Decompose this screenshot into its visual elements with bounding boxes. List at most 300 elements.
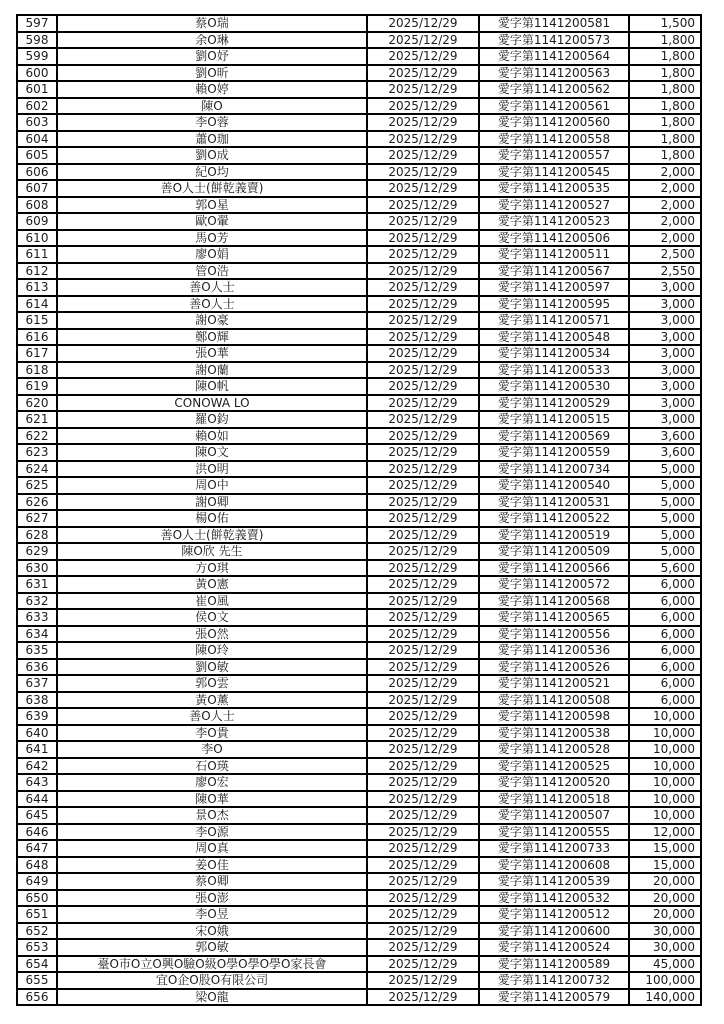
donation-date-cell: 2025/12/29	[367, 32, 479, 49]
donation-date-cell: 2025/12/29	[367, 807, 479, 824]
row-number-cell: 655	[17, 972, 57, 989]
amount-cell: 20,000	[629, 873, 701, 890]
donor-name-cell: 賴O婷	[57, 81, 367, 98]
amount-cell: 2,000	[629, 180, 701, 197]
amount-cell: 1,800	[629, 131, 701, 148]
table-row	[17, 774, 701, 791]
table-row	[17, 560, 701, 577]
row-number-cell: 652	[17, 923, 57, 940]
table-row	[17, 428, 701, 445]
row-number-cell: 620	[17, 395, 57, 412]
receipt-number-cell: 愛字第1141200515	[479, 411, 629, 428]
row-number-cell: 606	[17, 164, 57, 181]
donor-name-cell: 劉O敏	[57, 659, 367, 676]
table-row	[17, 659, 701, 676]
donation-date-cell: 2025/12/29	[367, 510, 479, 527]
amount-cell: 5,600	[629, 560, 701, 577]
receipt-number-cell: 愛字第1141200540	[479, 477, 629, 494]
donation-date-cell: 2025/12/29	[367, 626, 479, 643]
table-row	[17, 131, 701, 148]
receipt-number-cell: 愛字第1141200569	[479, 428, 629, 445]
amount-cell: 3,000	[629, 378, 701, 395]
donor-name-cell: CONOWA LO	[57, 395, 367, 412]
amount-cell: 2,000	[629, 230, 701, 247]
donor-name-cell: 蔡O瑞	[57, 15, 367, 32]
row-number-cell: 650	[17, 890, 57, 907]
receipt-number-cell: 愛字第1141200535	[479, 180, 629, 197]
donation-date-cell: 2025/12/29	[367, 329, 479, 346]
amount-cell: 1,800	[629, 32, 701, 49]
row-number-cell: 612	[17, 263, 57, 280]
table-row	[17, 477, 701, 494]
amount-cell: 2,000	[629, 213, 701, 230]
donor-name-cell: 崔O風	[57, 593, 367, 610]
donor-name-cell: 廖O宏	[57, 774, 367, 791]
row-number-cell: 627	[17, 510, 57, 527]
amount-cell: 3,000	[629, 312, 701, 329]
donation-date-cell: 2025/12/29	[367, 708, 479, 725]
donation-date-cell: 2025/12/29	[367, 989, 479, 1006]
donor-name-cell: 楊O佑	[57, 510, 367, 527]
table-row	[17, 510, 701, 527]
donation-date-cell: 2025/12/29	[367, 675, 479, 692]
donor-name-cell: 賴O如	[57, 428, 367, 445]
receipt-number-cell: 愛字第1141200557	[479, 147, 629, 164]
table-row	[17, 972, 701, 989]
row-number-cell: 602	[17, 98, 57, 115]
row-number-cell: 609	[17, 213, 57, 230]
table-row	[17, 725, 701, 742]
receipt-number-cell: 愛字第1141200536	[479, 642, 629, 659]
donation-date-cell: 2025/12/29	[367, 411, 479, 428]
row-number-cell: 656	[17, 989, 57, 1006]
receipt-number-cell: 愛字第1141200512	[479, 906, 629, 923]
donation-date-cell: 2025/12/29	[367, 312, 479, 329]
table-row	[17, 312, 701, 329]
amount-cell: 3,000	[629, 411, 701, 428]
table-row	[17, 576, 701, 593]
donation-table	[16, 14, 702, 1006]
donor-name-cell: 劉O妤	[57, 48, 367, 65]
amount-cell: 2,000	[629, 197, 701, 214]
receipt-number-cell: 愛字第1141200581	[479, 15, 629, 32]
table-row	[17, 626, 701, 643]
receipt-number-cell: 愛字第1141200559	[479, 444, 629, 461]
table-row	[17, 378, 701, 395]
row-number-cell: 607	[17, 180, 57, 197]
table-row	[17, 609, 701, 626]
donor-name-cell: 方O琪	[57, 560, 367, 577]
donor-name-cell: 陳O	[57, 98, 367, 115]
row-number-cell: 641	[17, 741, 57, 758]
donation-date-cell: 2025/12/29	[367, 279, 479, 296]
amount-cell: 30,000	[629, 923, 701, 940]
table-row	[17, 197, 701, 214]
amount-cell: 6,000	[629, 626, 701, 643]
table-row	[17, 527, 701, 544]
receipt-number-cell: 愛字第1141200589	[479, 956, 629, 973]
amount-cell: 15,000	[629, 857, 701, 874]
row-number-cell: 598	[17, 32, 57, 49]
donation-date-cell: 2025/12/29	[367, 65, 479, 82]
row-number-cell: 599	[17, 48, 57, 65]
amount-cell: 3,600	[629, 444, 701, 461]
row-number-cell: 617	[17, 345, 57, 362]
receipt-number-cell: 愛字第1141200530	[479, 378, 629, 395]
table-row	[17, 807, 701, 824]
amount-cell: 2,500	[629, 246, 701, 263]
table-row	[17, 411, 701, 428]
receipt-number-cell: 愛字第1141200548	[479, 329, 629, 346]
table-row	[17, 48, 701, 65]
row-number-cell: 604	[17, 131, 57, 148]
donor-name-cell: 善O人士	[57, 708, 367, 725]
row-number-cell: 651	[17, 906, 57, 923]
row-number-cell: 639	[17, 708, 57, 725]
amount-cell: 2,550	[629, 263, 701, 280]
row-number-cell: 642	[17, 758, 57, 775]
donor-name-cell: 李O源	[57, 824, 367, 841]
row-number-cell: 621	[17, 411, 57, 428]
donation-date-cell: 2025/12/29	[367, 461, 479, 478]
row-number-cell: 640	[17, 725, 57, 742]
receipt-number-cell: 愛字第1141200571	[479, 312, 629, 329]
table-row	[17, 857, 701, 874]
amount-cell: 6,000	[629, 659, 701, 676]
receipt-number-cell: 愛字第1141200560	[479, 114, 629, 131]
row-number-cell: 614	[17, 296, 57, 313]
row-number-cell: 619	[17, 378, 57, 395]
table-row	[17, 741, 701, 758]
receipt-number-cell: 愛字第1141200564	[479, 48, 629, 65]
donor-name-cell: 陳O華	[57, 791, 367, 808]
receipt-number-cell: 愛字第1141200523	[479, 213, 629, 230]
table-row	[17, 230, 701, 247]
row-number-cell: 646	[17, 824, 57, 841]
amount-cell: 3,000	[629, 296, 701, 313]
row-number-cell: 631	[17, 576, 57, 593]
amount-cell: 3,000	[629, 395, 701, 412]
donation-date-cell: 2025/12/29	[367, 840, 479, 857]
donation-date-cell: 2025/12/29	[367, 98, 479, 115]
donation-date-cell: 2025/12/29	[367, 114, 479, 131]
row-number-cell: 610	[17, 230, 57, 247]
donor-name-cell: 梁O龍	[57, 989, 367, 1006]
row-number-cell: 653	[17, 939, 57, 956]
receipt-number-cell: 愛字第1141200508	[479, 692, 629, 709]
table-row	[17, 939, 701, 956]
donor-name-cell: 景O杰	[57, 807, 367, 824]
row-number-cell: 601	[17, 81, 57, 98]
receipt-number-cell: 愛字第1141200608	[479, 857, 629, 874]
amount-cell: 5,000	[629, 477, 701, 494]
receipt-number-cell: 愛字第1141200566	[479, 560, 629, 577]
donation-date-cell: 2025/12/29	[367, 263, 479, 280]
receipt-number-cell: 愛字第1141200595	[479, 296, 629, 313]
amount-cell: 30,000	[629, 939, 701, 956]
table-row	[17, 114, 701, 131]
donor-name-cell: 李O	[57, 741, 367, 758]
row-number-cell: 637	[17, 675, 57, 692]
donor-name-cell: 石O瑛	[57, 758, 367, 775]
table-row	[17, 923, 701, 940]
row-number-cell: 643	[17, 774, 57, 791]
donation-date-cell: 2025/12/29	[367, 725, 479, 742]
table-row	[17, 692, 701, 709]
donation-date-cell: 2025/12/29	[367, 428, 479, 445]
donation-date-cell: 2025/12/29	[367, 774, 479, 791]
amount-cell: 5,000	[629, 527, 701, 544]
donor-name-cell: 謝O豪	[57, 312, 367, 329]
donation-date-cell: 2025/12/29	[367, 230, 479, 247]
amount-cell: 3,000	[629, 362, 701, 379]
donor-name-cell: 宜O企O股O有限公司	[57, 972, 367, 989]
row-number-cell: 635	[17, 642, 57, 659]
donor-name-cell: 黃O薰	[57, 692, 367, 709]
receipt-number-cell: 愛字第1141200539	[479, 873, 629, 890]
donor-name-cell: 馬O芳	[57, 230, 367, 247]
table-row	[17, 296, 701, 313]
row-number-cell: 630	[17, 560, 57, 577]
donation-date-cell: 2025/12/29	[367, 345, 479, 362]
donation-date-cell: 2025/12/29	[367, 527, 479, 544]
donor-name-cell: 劉O成	[57, 147, 367, 164]
donor-name-cell: 周O真	[57, 840, 367, 857]
donation-date-cell: 2025/12/29	[367, 890, 479, 907]
donor-name-cell: 姜O佳	[57, 857, 367, 874]
donor-name-cell: 蕭O珈	[57, 131, 367, 148]
table-row	[17, 906, 701, 923]
amount-cell: 1,500	[629, 15, 701, 32]
amount-cell: 3,600	[629, 428, 701, 445]
receipt-number-cell: 愛字第1141200520	[479, 774, 629, 791]
receipt-number-cell: 愛字第1141200565	[479, 609, 629, 626]
row-number-cell: 645	[17, 807, 57, 824]
row-number-cell: 633	[17, 609, 57, 626]
donor-name-cell: 善O人士	[57, 279, 367, 296]
row-number-cell: 654	[17, 956, 57, 973]
donation-date-cell: 2025/12/29	[367, 543, 479, 560]
row-number-cell: 626	[17, 494, 57, 511]
row-number-cell: 600	[17, 65, 57, 82]
donation-date-cell: 2025/12/29	[367, 395, 479, 412]
donor-name-cell: 謝O蘭	[57, 362, 367, 379]
donation-date-cell: 2025/12/29	[367, 81, 479, 98]
table-row	[17, 213, 701, 230]
amount-cell: 5,000	[629, 461, 701, 478]
donation-date-cell: 2025/12/29	[367, 197, 479, 214]
donation-date-cell: 2025/12/29	[367, 906, 479, 923]
donation-date-cell: 2025/12/29	[367, 824, 479, 841]
table-row	[17, 840, 701, 857]
donor-name-cell: 陳O欣 先生	[57, 543, 367, 560]
donation-date-cell: 2025/12/29	[367, 857, 479, 874]
row-number-cell: 597	[17, 15, 57, 32]
donation-date-cell: 2025/12/29	[367, 362, 479, 379]
row-number-cell: 623	[17, 444, 57, 461]
amount-cell: 2,000	[629, 164, 701, 181]
row-number-cell: 647	[17, 840, 57, 857]
donation-date-cell: 2025/12/29	[367, 972, 479, 989]
amount-cell: 6,000	[629, 593, 701, 610]
row-number-cell: 608	[17, 197, 57, 214]
receipt-number-cell: 愛字第1141200572	[479, 576, 629, 593]
amount-cell: 1,800	[629, 147, 701, 164]
table-row	[17, 15, 701, 32]
amount-cell: 6,000	[629, 692, 701, 709]
receipt-number-cell: 愛字第1141200555	[479, 824, 629, 841]
table-row	[17, 81, 701, 98]
table-row	[17, 543, 701, 560]
row-number-cell: 636	[17, 659, 57, 676]
table-row	[17, 164, 701, 181]
donor-name-cell: 陳O文	[57, 444, 367, 461]
donor-name-cell: 善O人士	[57, 296, 367, 313]
table-row	[17, 329, 701, 346]
receipt-number-cell: 愛字第1141200598	[479, 708, 629, 725]
receipt-number-cell: 愛字第1141200567	[479, 263, 629, 280]
row-number-cell: 644	[17, 791, 57, 808]
table-row	[17, 873, 701, 890]
donation-date-cell: 2025/12/29	[367, 477, 479, 494]
donation-date-cell: 2025/12/29	[367, 659, 479, 676]
receipt-number-cell: 愛字第1141200524	[479, 939, 629, 956]
receipt-number-cell: 愛字第1141200532	[479, 890, 629, 907]
table-row	[17, 246, 701, 263]
receipt-number-cell: 愛字第1141200538	[479, 725, 629, 742]
row-number-cell: 611	[17, 246, 57, 263]
table-row	[17, 279, 701, 296]
donor-name-cell: 管O浩	[57, 263, 367, 280]
receipt-number-cell: 愛字第1141200506	[479, 230, 629, 247]
donor-name-cell: 劉O昕	[57, 65, 367, 82]
donation-date-cell: 2025/12/29	[367, 246, 479, 263]
receipt-number-cell: 愛字第1141200534	[479, 345, 629, 362]
table-row	[17, 890, 701, 907]
row-number-cell: 618	[17, 362, 57, 379]
amount-cell: 6,000	[629, 576, 701, 593]
receipt-number-cell: 愛字第1141200519	[479, 527, 629, 544]
receipt-number-cell: 愛字第1141200733	[479, 840, 629, 857]
donation-date-cell: 2025/12/29	[367, 923, 479, 940]
amount-cell: 10,000	[629, 725, 701, 742]
donation-date-cell: 2025/12/29	[367, 213, 479, 230]
donation-date-cell: 2025/12/29	[367, 444, 479, 461]
table-row	[17, 824, 701, 841]
donation-date-cell: 2025/12/29	[367, 164, 479, 181]
receipt-number-cell: 愛字第1141200734	[479, 461, 629, 478]
donation-date-cell: 2025/12/29	[367, 131, 479, 148]
amount-cell: 1,800	[629, 65, 701, 82]
table-row	[17, 642, 701, 659]
donor-name-cell: 鄭O輝	[57, 329, 367, 346]
receipt-number-cell: 愛字第1141200531	[479, 494, 629, 511]
receipt-number-cell: 愛字第1141200527	[479, 197, 629, 214]
receipt-number-cell: 愛字第1141200522	[479, 510, 629, 527]
amount-cell: 5,000	[629, 543, 701, 560]
receipt-number-cell: 愛字第1141200556	[479, 626, 629, 643]
donor-name-cell: 李O蓉	[57, 114, 367, 131]
receipt-number-cell: 愛字第1141200507	[479, 807, 629, 824]
amount-cell: 10,000	[629, 774, 701, 791]
table-row	[17, 956, 701, 973]
amount-cell: 100,000	[629, 972, 701, 989]
amount-cell: 140,000	[629, 989, 701, 1006]
row-number-cell: 613	[17, 279, 57, 296]
donation-date-cell: 2025/12/29	[367, 576, 479, 593]
row-number-cell: 624	[17, 461, 57, 478]
donor-name-cell: 侯O文	[57, 609, 367, 626]
table-row	[17, 147, 701, 164]
donor-name-cell: 謝O卿	[57, 494, 367, 511]
table-row	[17, 32, 701, 49]
amount-cell: 1,800	[629, 81, 701, 98]
amount-cell: 5,000	[629, 510, 701, 527]
receipt-number-cell: 愛字第1141200568	[479, 593, 629, 610]
donation-date-cell: 2025/12/29	[367, 494, 479, 511]
donor-name-cell: 陳O玲	[57, 642, 367, 659]
table-row	[17, 758, 701, 775]
donor-name-cell: 善O人士(餅乾義賣)	[57, 180, 367, 197]
donor-name-cell: 張O華	[57, 345, 367, 362]
table-row	[17, 362, 701, 379]
receipt-number-cell: 愛字第1141200511	[479, 246, 629, 263]
donor-name-cell: 歐O翬	[57, 213, 367, 230]
amount-cell: 6,000	[629, 675, 701, 692]
donor-name-cell: 李O貴	[57, 725, 367, 742]
amount-cell: 3,000	[629, 329, 701, 346]
table-row	[17, 494, 701, 511]
row-number-cell: 629	[17, 543, 57, 560]
table-row	[17, 98, 701, 115]
receipt-number-cell: 愛字第1141200526	[479, 659, 629, 676]
row-number-cell: 605	[17, 147, 57, 164]
donor-name-cell: 李O昱	[57, 906, 367, 923]
receipt-number-cell: 愛字第1141200558	[479, 131, 629, 148]
amount-cell: 15,000	[629, 840, 701, 857]
donor-name-cell: 羅O鈞	[57, 411, 367, 428]
table-row	[17, 65, 701, 82]
amount-cell: 20,000	[629, 890, 701, 907]
donor-name-cell: 廖O娟	[57, 246, 367, 263]
table-row	[17, 989, 701, 1006]
donor-name-cell: 黃O憲	[57, 576, 367, 593]
amount-cell: 10,000	[629, 741, 701, 758]
receipt-number-cell: 愛字第1141200600	[479, 923, 629, 940]
row-number-cell: 638	[17, 692, 57, 709]
receipt-number-cell: 愛字第1141200509	[479, 543, 629, 560]
donation-date-cell: 2025/12/29	[367, 609, 479, 626]
table-row	[17, 708, 701, 725]
amount-cell: 1,800	[629, 114, 701, 131]
row-number-cell: 628	[17, 527, 57, 544]
amount-cell: 3,000	[629, 345, 701, 362]
row-number-cell: 615	[17, 312, 57, 329]
table-row	[17, 675, 701, 692]
amount-cell: 6,000	[629, 642, 701, 659]
donation-date-cell: 2025/12/29	[367, 296, 479, 313]
donation-date-cell: 2025/12/29	[367, 378, 479, 395]
donor-name-cell: 周O中	[57, 477, 367, 494]
donation-date-cell: 2025/12/29	[367, 642, 479, 659]
donor-name-cell: 郭O星	[57, 197, 367, 214]
donor-name-cell: 陳O帆	[57, 378, 367, 395]
row-number-cell: 634	[17, 626, 57, 643]
receipt-number-cell: 愛字第1141200732	[479, 972, 629, 989]
receipt-number-cell: 愛字第1141200533	[479, 362, 629, 379]
donor-name-cell: 張O澎	[57, 890, 367, 907]
donation-date-cell: 2025/12/29	[367, 741, 479, 758]
